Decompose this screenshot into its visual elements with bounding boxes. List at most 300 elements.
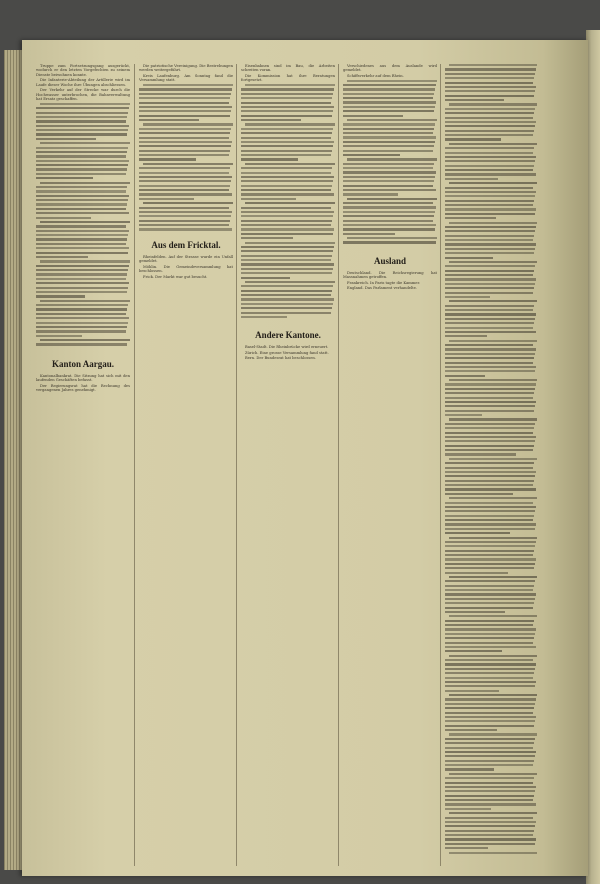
text-line bbox=[445, 803, 536, 805]
text-line bbox=[445, 760, 534, 762]
text-line bbox=[445, 165, 534, 167]
text-line bbox=[445, 178, 498, 180]
text-line bbox=[36, 291, 127, 293]
text-line bbox=[445, 82, 533, 84]
column-rule bbox=[440, 64, 441, 866]
text-line bbox=[241, 211, 334, 213]
text-line bbox=[445, 764, 533, 766]
text-line bbox=[245, 281, 335, 283]
text-line bbox=[445, 423, 535, 425]
text-line bbox=[139, 176, 232, 178]
text-line bbox=[445, 130, 534, 132]
text-line bbox=[445, 366, 536, 368]
paragraph: England. Das Parlament verhandelte. bbox=[347, 286, 418, 291]
text-line bbox=[139, 220, 230, 222]
text-line bbox=[445, 239, 533, 241]
text-line bbox=[445, 152, 533, 154]
text-filler bbox=[445, 64, 537, 864]
text-line bbox=[445, 602, 534, 604]
text-line bbox=[445, 510, 535, 512]
text-line bbox=[36, 147, 128, 149]
text-line bbox=[139, 158, 196, 160]
text-line bbox=[445, 690, 499, 692]
text-line bbox=[445, 401, 536, 403]
text-line bbox=[241, 110, 333, 112]
text-line bbox=[241, 250, 333, 252]
column-1 bbox=[36, 64, 130, 866]
text-line bbox=[40, 339, 130, 341]
text-line bbox=[139, 167, 230, 169]
text-line bbox=[241, 207, 331, 209]
text-line bbox=[36, 269, 128, 271]
paragraph: Truppe zum Fortsetzungsgang ausgerückt, wodurch er den letzten Vorgefechten zu seinem Dienste beiwohnen konnte. bbox=[36, 64, 130, 77]
text-line bbox=[445, 585, 534, 587]
text-line bbox=[241, 193, 334, 195]
text-line bbox=[139, 150, 230, 152]
text-line bbox=[343, 206, 436, 208]
text-line bbox=[343, 132, 433, 134]
text-line bbox=[36, 129, 128, 131]
text-line bbox=[445, 226, 536, 228]
text-line bbox=[343, 167, 433, 169]
text-line bbox=[445, 790, 535, 792]
text-line bbox=[241, 228, 334, 230]
text-line bbox=[139, 215, 231, 217]
text-line bbox=[445, 493, 513, 495]
text-line bbox=[445, 86, 536, 88]
text-line bbox=[36, 151, 127, 153]
text-line bbox=[445, 453, 516, 455]
text-line bbox=[241, 106, 334, 108]
text-line bbox=[445, 519, 533, 521]
text-line bbox=[36, 322, 128, 324]
text-line bbox=[445, 313, 536, 315]
text-line bbox=[445, 353, 535, 355]
text-line bbox=[445, 357, 534, 359]
text-line bbox=[347, 158, 437, 160]
text-line bbox=[241, 176, 334, 178]
text-line bbox=[241, 128, 333, 130]
text-line bbox=[343, 202, 433, 204]
text-line bbox=[445, 467, 533, 469]
text-line bbox=[445, 252, 534, 254]
text-line bbox=[449, 103, 537, 105]
text-line bbox=[36, 304, 128, 306]
text-line bbox=[445, 502, 533, 504]
text-line bbox=[445, 515, 534, 517]
text-line bbox=[343, 128, 434, 130]
text-line bbox=[343, 180, 434, 182]
heading-ausland: Ausland bbox=[373, 255, 407, 266]
text-line bbox=[445, 593, 536, 595]
column-rule bbox=[236, 64, 237, 866]
text-line bbox=[241, 215, 333, 217]
text-line bbox=[445, 195, 535, 197]
text-line bbox=[40, 221, 130, 223]
text-line bbox=[445, 668, 535, 670]
text-line bbox=[241, 277, 290, 279]
text-line bbox=[241, 290, 332, 292]
text-line bbox=[445, 112, 534, 114]
text-line bbox=[40, 300, 130, 302]
text-line bbox=[445, 208, 536, 210]
text-line bbox=[36, 164, 128, 166]
text-line bbox=[445, 681, 536, 683]
text-line bbox=[36, 256, 88, 258]
text-line bbox=[241, 115, 332, 117]
text-line bbox=[139, 119, 199, 121]
paragraph: Eisenbahnen sind im Bau, die Arbeiten schreiten voran. bbox=[241, 64, 335, 73]
text-line bbox=[445, 436, 536, 438]
text-line bbox=[445, 646, 536, 648]
text-line bbox=[445, 248, 535, 250]
text-line bbox=[36, 120, 126, 122]
text-line bbox=[445, 672, 534, 674]
text-line bbox=[445, 830, 534, 832]
text-line bbox=[445, 799, 533, 801]
text-line bbox=[343, 101, 436, 103]
text-line bbox=[449, 340, 537, 342]
text-line bbox=[241, 167, 332, 169]
text-line bbox=[241, 259, 331, 261]
text-line bbox=[449, 300, 537, 302]
text-line bbox=[445, 747, 533, 749]
paragraph: Die patriotische Vereinigung. Die Bestrebungen werden weitergeführt. bbox=[139, 64, 233, 73]
text-line bbox=[36, 155, 126, 157]
paragraph: Basel-Stadt. Die Rheinbrücke wird erneuert. bbox=[245, 345, 329, 349]
text-line bbox=[241, 97, 332, 99]
text-line bbox=[139, 110, 231, 112]
text-line bbox=[445, 327, 533, 329]
text-line bbox=[245, 242, 335, 244]
text-line bbox=[445, 545, 535, 547]
text-line bbox=[445, 480, 534, 482]
text-line bbox=[36, 173, 126, 175]
text-line bbox=[449, 733, 537, 735]
text-line bbox=[445, 283, 535, 285]
text-line bbox=[343, 224, 436, 226]
text-line bbox=[445, 414, 482, 416]
text-line bbox=[445, 777, 534, 779]
text-line bbox=[36, 252, 128, 254]
text-line bbox=[445, 305, 534, 307]
text-line bbox=[241, 285, 333, 287]
text-line bbox=[139, 207, 229, 209]
text-line bbox=[245, 123, 335, 125]
text-line bbox=[36, 168, 127, 170]
text-line bbox=[343, 163, 434, 165]
text-line bbox=[445, 825, 535, 827]
text-line bbox=[241, 172, 331, 174]
text-line bbox=[139, 189, 229, 191]
text-line bbox=[139, 154, 229, 156]
text-line bbox=[241, 88, 334, 90]
text-line bbox=[445, 243, 536, 245]
text-line bbox=[445, 817, 533, 819]
text-line bbox=[445, 156, 536, 158]
text-line bbox=[445, 755, 535, 757]
text-line bbox=[445, 532, 510, 534]
text-line bbox=[36, 116, 127, 118]
text-line bbox=[449, 458, 537, 460]
text-line bbox=[347, 80, 437, 82]
text-line bbox=[36, 330, 126, 332]
text-line bbox=[36, 335, 82, 337]
text-filler bbox=[139, 84, 233, 234]
text-line bbox=[241, 224, 331, 226]
column-5 bbox=[445, 64, 537, 866]
text-line bbox=[445, 541, 536, 543]
text-line bbox=[445, 388, 535, 390]
text-line bbox=[445, 296, 490, 298]
text-line bbox=[445, 821, 536, 823]
paragraph: Frick. Der Markt war gut besucht. bbox=[143, 275, 208, 279]
text-line bbox=[245, 163, 335, 165]
text-line bbox=[445, 558, 536, 560]
text-line bbox=[445, 217, 496, 219]
text-line bbox=[445, 628, 536, 630]
text-line bbox=[445, 475, 535, 477]
text-line bbox=[343, 241, 436, 243]
text-line bbox=[343, 211, 435, 213]
text-line bbox=[449, 812, 537, 814]
text-line bbox=[343, 123, 435, 125]
text-line bbox=[343, 215, 434, 217]
text-line bbox=[445, 274, 533, 276]
text-line bbox=[241, 119, 301, 121]
book-edge-right bbox=[586, 30, 600, 884]
text-line bbox=[449, 497, 537, 499]
text-line bbox=[445, 637, 534, 639]
text-line bbox=[241, 246, 334, 248]
text-filler bbox=[343, 80, 437, 250]
text-line bbox=[139, 185, 230, 187]
column-2 bbox=[139, 64, 233, 866]
text-line bbox=[40, 260, 130, 262]
column-4 bbox=[343, 64, 437, 866]
text-line bbox=[241, 263, 334, 265]
text-line bbox=[343, 220, 433, 222]
text-line bbox=[445, 589, 533, 591]
text-line bbox=[36, 287, 128, 289]
text-line bbox=[445, 768, 494, 770]
paragraph: Der Verkehr auf der Strecke war durch die Hochwasser unterbrochen, die Bahnverwaltung hat Ersatz geschaffen. bbox=[36, 88, 130, 102]
text-line bbox=[241, 272, 332, 274]
text-line bbox=[36, 208, 126, 210]
text-line bbox=[445, 147, 534, 149]
text-line bbox=[241, 150, 332, 152]
text-line bbox=[139, 115, 230, 117]
text-line bbox=[347, 198, 437, 200]
text-line bbox=[241, 303, 333, 305]
text-line bbox=[445, 397, 533, 399]
text-line bbox=[445, 611, 505, 613]
text-line bbox=[445, 563, 535, 565]
text-line bbox=[449, 418, 537, 420]
heading-kanton-aargau: Kanton Aargau. bbox=[51, 358, 114, 369]
text-line bbox=[343, 106, 435, 108]
text-line bbox=[445, 257, 493, 259]
text-line bbox=[143, 84, 233, 86]
text-line bbox=[445, 213, 535, 215]
text-line bbox=[445, 90, 535, 92]
text-line bbox=[449, 773, 537, 775]
text-line bbox=[445, 847, 488, 849]
text-line bbox=[241, 294, 331, 296]
text-line bbox=[139, 93, 231, 95]
text-line bbox=[139, 198, 194, 200]
text-line bbox=[139, 193, 232, 195]
newspaper-page bbox=[22, 40, 588, 876]
text-line bbox=[445, 95, 534, 97]
text-line bbox=[445, 725, 534, 727]
text-line bbox=[445, 607, 533, 609]
text-line bbox=[241, 255, 332, 257]
text-line bbox=[139, 88, 232, 90]
text-line bbox=[343, 110, 434, 112]
text-line bbox=[445, 624, 533, 626]
text-line bbox=[445, 834, 533, 836]
text-line bbox=[139, 106, 232, 108]
text-line bbox=[343, 141, 435, 143]
text-line bbox=[445, 125, 535, 127]
text-line bbox=[445, 405, 535, 407]
text-line bbox=[241, 233, 333, 235]
text-line bbox=[347, 237, 437, 239]
text-line bbox=[36, 190, 126, 192]
text-line bbox=[343, 145, 434, 147]
text-line bbox=[36, 238, 127, 240]
text-line bbox=[143, 163, 233, 165]
text-line bbox=[241, 298, 334, 300]
text-line bbox=[445, 134, 533, 136]
text-line bbox=[139, 137, 229, 139]
paragraph: Kreis Laufenburg. Am Sonntag fand die Versammlung statt. bbox=[139, 74, 233, 83]
text-line bbox=[36, 107, 129, 109]
heading-andere-kantone: Andere Kantone. bbox=[255, 330, 321, 340]
text-line bbox=[36, 217, 91, 219]
paragraph: Verschiedenes aus dem Auslande wird gemeldet. bbox=[343, 64, 437, 73]
text-line bbox=[245, 202, 335, 204]
text-line bbox=[449, 261, 537, 263]
text-line bbox=[445, 77, 534, 79]
text-line bbox=[445, 751, 536, 753]
text-line bbox=[445, 99, 504, 101]
text-line bbox=[449, 655, 537, 657]
text-line bbox=[36, 273, 127, 275]
text-line bbox=[343, 176, 435, 178]
text-line bbox=[445, 572, 508, 574]
paragraph: Zürich. Eine grosse Versammlung fand statt. bbox=[245, 350, 329, 355]
text-line bbox=[36, 317, 129, 319]
paragraph: Die Infanterie-Abteilung der Artillerie wird im Laufe dieser Woche ihre Übungen abschliessen. bbox=[36, 78, 130, 87]
text-line bbox=[241, 312, 331, 314]
text-line bbox=[449, 143, 537, 145]
text-line bbox=[445, 685, 535, 687]
text-line bbox=[245, 84, 335, 86]
text-line bbox=[445, 703, 535, 705]
text-line bbox=[445, 73, 535, 75]
text-line bbox=[449, 379, 537, 381]
text-line bbox=[343, 136, 436, 138]
text-line bbox=[36, 203, 127, 205]
text-line bbox=[445, 362, 533, 364]
text-line bbox=[36, 230, 129, 232]
text-line bbox=[139, 132, 230, 134]
text-line bbox=[445, 108, 535, 110]
text-line bbox=[445, 462, 534, 464]
text-line bbox=[36, 295, 85, 297]
text-line bbox=[445, 528, 535, 530]
text-line bbox=[445, 729, 497, 731]
heading-aus-dem-fricktal: Aus dem Fricktal. bbox=[151, 240, 221, 250]
paragraph: Frankreich. In Paris tagte die Kammer. bbox=[347, 280, 420, 285]
text-line bbox=[347, 119, 437, 121]
text-line bbox=[445, 287, 534, 289]
text-line bbox=[36, 282, 129, 284]
text-line bbox=[343, 84, 436, 86]
paragraph: Bern. Der Bundesrat hat beschlossen. bbox=[245, 356, 316, 361]
text-line bbox=[445, 488, 536, 490]
text-line bbox=[445, 720, 535, 722]
text-line bbox=[445, 173, 536, 175]
text-line bbox=[241, 102, 331, 104]
text-line bbox=[445, 427, 534, 429]
text-line bbox=[36, 133, 127, 135]
text-line bbox=[449, 537, 537, 539]
text-line bbox=[139, 97, 230, 99]
text-line bbox=[445, 598, 535, 600]
text-line bbox=[449, 615, 537, 617]
text-line bbox=[449, 694, 537, 696]
text-line bbox=[36, 199, 128, 201]
text-line bbox=[36, 225, 126, 227]
text-line bbox=[40, 103, 130, 105]
text-line bbox=[139, 172, 229, 174]
text-line bbox=[445, 204, 533, 206]
text-line bbox=[445, 795, 534, 797]
text-line bbox=[449, 222, 537, 224]
text-line bbox=[139, 102, 229, 104]
text-line bbox=[241, 220, 332, 222]
text-line bbox=[139, 180, 231, 182]
text-line bbox=[139, 224, 229, 226]
text-line bbox=[343, 193, 398, 195]
text-line bbox=[343, 228, 435, 230]
paragraph: Die Kommission hat ihre Beratungen fortgesetzt. bbox=[241, 74, 335, 83]
text-line bbox=[36, 125, 129, 127]
text-line bbox=[36, 177, 93, 179]
text-line bbox=[445, 160, 535, 162]
text-line bbox=[143, 123, 233, 125]
text-line bbox=[139, 211, 232, 213]
text-line bbox=[445, 117, 533, 119]
column-rule bbox=[338, 64, 339, 866]
text-line bbox=[343, 93, 434, 95]
text-line bbox=[445, 663, 536, 665]
text-line bbox=[241, 185, 332, 187]
text-line bbox=[343, 88, 435, 90]
text-line bbox=[445, 318, 535, 320]
text-line bbox=[445, 121, 536, 123]
text-line bbox=[36, 138, 96, 140]
text-filler bbox=[36, 103, 130, 353]
text-line bbox=[343, 189, 436, 191]
text-line bbox=[139, 228, 232, 230]
text-line bbox=[445, 440, 535, 442]
text-filler bbox=[241, 84, 335, 324]
text-line bbox=[445, 620, 534, 622]
